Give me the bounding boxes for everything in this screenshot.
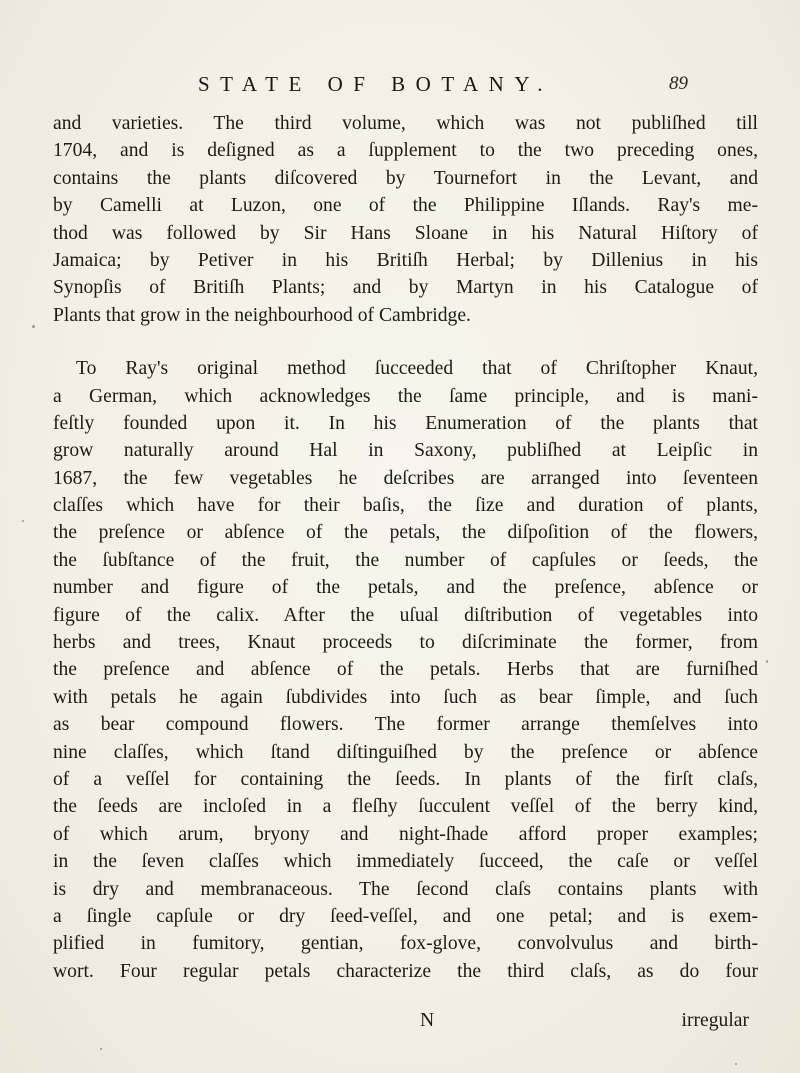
text-line: grow naturally around Hal in Saxony, publiſhed at Leipſic in xyxy=(53,440,758,462)
text-line: a German, which acknowledges the ſame principle, and is mani- xyxy=(53,385,758,407)
text-line: a ſingle capſule or dry ſeed-veſſel, and one petal; and is exem- xyxy=(53,905,758,927)
body-text xyxy=(53,110,758,985)
text-line: To Ray's original method ſucceeded that of Chriſtopher Knaut, xyxy=(76,358,758,380)
text-line: 1687, the few vegetables he deſcribes are arranged into ſeventeen xyxy=(53,467,758,489)
text-line: figure of the calix. After the uſual diſtribution of vegetables into xyxy=(53,604,758,626)
text-line: the preſence or abſence of the petals, the diſpoſition of the flowers, xyxy=(53,522,758,544)
text-line: is dry and membranaceous. The ſecond claſs contains plants with xyxy=(53,878,758,900)
ink-speck xyxy=(735,1063,737,1065)
text-line: of which arum, bryony and night-ſhade afford proper examples; xyxy=(53,823,758,845)
ink-speck xyxy=(100,1048,102,1050)
ink-speck xyxy=(22,520,24,522)
text-line: Jamaica; by Petiver in his Britiſh Herbal; by Dillenius in his xyxy=(53,249,758,271)
text-line: thod was followed by Sir Hans Sloane in his Natural Hiſtory of xyxy=(53,222,758,244)
text-line: and varieties. The third volume, which was not publiſhed till xyxy=(53,113,758,134)
ink-speck xyxy=(766,660,768,663)
paragraph-2 xyxy=(53,355,758,985)
text-line: of a veſſel for containing the ſeeds. In plants of the firſt claſs, xyxy=(53,768,758,790)
page-number: 89 xyxy=(669,73,688,94)
text-line: Plants that grow in the neighbourhood of Cambridge. xyxy=(53,304,471,326)
signature-mark: N xyxy=(420,1010,435,1031)
text-line: plified in fumitory, gentian, fox-glove, convolvulus and birth- xyxy=(53,933,758,955)
text-line: 1704, and is deſigned as a ſupplement to the two preceding ones, xyxy=(53,140,758,162)
text-line: the preſence and abſence of the petals. Herbs that are furniſhed xyxy=(53,659,758,681)
text-line: by Camelli at Luzon, one of the Philippine Iſlands. Ray's me- xyxy=(53,195,758,217)
text-line: as bear compound flowers. The former arrange themſelves into xyxy=(53,714,758,736)
text-line: the ſubſtance of the fruit, the number of capſules or ſeeds, the xyxy=(53,549,758,571)
ink-speck xyxy=(32,325,35,328)
text-line: wort. Four regular petals characterize the third claſs, as do four xyxy=(53,960,758,982)
text-line: herbs and trees, Knaut proceeds to diſcriminate the former, from xyxy=(53,632,758,654)
running-head xyxy=(198,72,688,102)
text-line: with petals he again ſubdivides into ſuch as bear ſimple, and ſuch xyxy=(53,686,758,708)
catchword: irregular xyxy=(681,1010,749,1031)
text-line: number and figure of the petals, and the preſence, abſence or xyxy=(53,577,758,599)
paragraph-1 xyxy=(53,110,758,329)
text-line: feſtly founded upon it. In his Enumeration of the plants that xyxy=(53,412,758,434)
text-line: the ſeeds are incloſed in a fleſhy ſucculent veſſel of the berry kind, xyxy=(53,796,758,818)
text-line: nine claſſes, which ſtand diſtinguiſhed by the preſence or abſence xyxy=(53,741,758,763)
text-line: Synopſis of Britiſh Plants; and by Martyn in his Catalogue of xyxy=(53,277,758,299)
page-footer xyxy=(0,1010,800,1038)
text-line: claſſes which have for their baſis, the ſize and duration of plants, xyxy=(53,495,758,517)
running-title: STATE OF BOTANY. xyxy=(198,72,554,96)
paragraph-spacer xyxy=(53,329,758,355)
text-line: in the ſeven claſſes which immediately ſucceed, the caſe or veſſel xyxy=(53,851,758,873)
text-line: contains the plants diſcovered by Tournefort in the Levant, and xyxy=(53,167,758,189)
